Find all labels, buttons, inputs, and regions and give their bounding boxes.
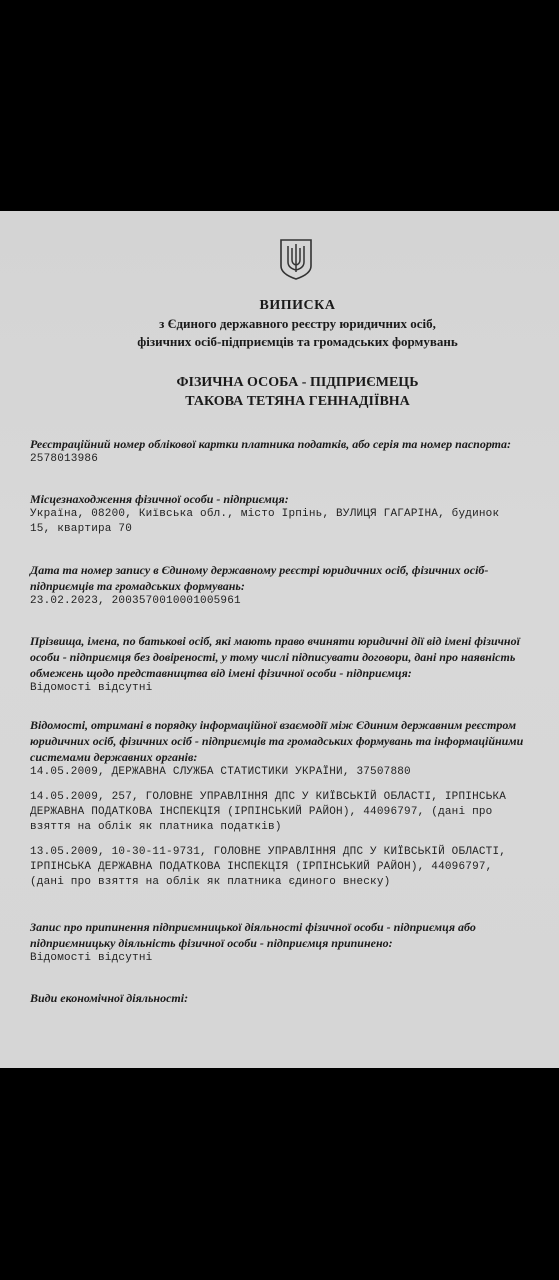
tax-id-value: 2578013986 xyxy=(30,453,99,465)
location-value: Україна, 08200, Київська обл., місто Ірпінь, ВУЛИЦЯ ГАГАРІНА, будинок 15, квартира 70 xyxy=(30,508,500,535)
entity-name: ТАКОВА ТЕТЯНА ГЕННАДІЇВНА xyxy=(185,394,410,409)
representatives-section xyxy=(30,633,559,696)
extract-document xyxy=(0,211,559,1068)
tax-id-label: Реєстраційний номер облікової картки платника податків, або серія та номер паспорта: xyxy=(30,437,512,451)
record-date-label: Дата та номер запису в Єдиному державному реєстрі юридичних осіб, фізичних осіб- підприємців та громадських формувань: xyxy=(30,563,489,593)
location-section xyxy=(30,491,559,537)
info-exchange-entry-3: 13.05.2009, 10-30-11-9731, ГОЛОВНЕ УПРАВЛІННЯ ДПС У КИЇВСЬКІЙ ОБЛАСТІ, ІРПІНСЬКА ДЕРЖАВНА ПОДАТКОВА ІНСПЕКЦІЯ (ІРПІНСЬКИЙ РАЙОН), 44096797, (дані про взяття на облік як платника єдиного внеску) xyxy=(30,846,507,888)
trident-coat-of-arms-icon xyxy=(279,238,313,280)
info-exchange-section xyxy=(30,717,559,890)
record-date-value: 23.02.2023, 2003570010001005961 xyxy=(30,595,241,607)
activities-section xyxy=(30,990,559,1006)
entity-type: ФІЗИЧНА ОСОБА - ПІДПРИЄМЕЦЬ xyxy=(176,375,419,390)
document-subtitle-line1: з Єдиного державного реєстру юридичних осіб, xyxy=(159,316,436,331)
location-label: Місцезнаходження фізичної особи - підприємця: xyxy=(30,492,289,506)
info-exchange-entry-2: 14.05.2009, 257, ГОЛОВНЕ УПРАВЛІННЯ ДПС У КИЇВСЬКІЙ ОБЛАСТІ, ІРПІНСЬКА ДЕРЖАВНА ПОДАТКОВА ІНСПЕКЦІЯ (ІРПІНСЬКИЙ РАЙОН), 44096797, (дані про взяття на облік як платника податків) xyxy=(30,791,507,833)
termination-value: Відомості відсутні xyxy=(30,952,153,964)
document-subtitle-line2: фізичних осіб-підприємців та громадських формувань xyxy=(137,334,458,349)
activities-label: Види економічної діяльності: xyxy=(30,991,189,1005)
termination-section xyxy=(30,919,559,966)
tax-id-section xyxy=(30,436,559,467)
info-exchange-entry-1: 14.05.2009, ДЕРЖАВНА СЛУЖБА СТАТИСТИКИ УКРАЇНИ, 37507880 xyxy=(30,766,411,778)
representatives-value: Відомості відсутні xyxy=(30,682,153,694)
document-title: ВИПИСКА xyxy=(259,298,336,313)
termination-label: Запис про припинення підприємницької діяльності фізичної особи - підприємця або підприємницьку діяльність фізичної особи - підприємця припинено: xyxy=(30,920,476,950)
record-date-section xyxy=(30,562,559,609)
info-exchange-label: Відомості, отримані в порядку інформаційної взаємодії між Єдиним державним реєстром юридичних осіб, фізичних осіб - підприємців та громадських формувань та інформаційними системами державних органів: xyxy=(30,718,524,764)
representatives-label: Прізвища, імена, по батькові осіб, які мають право вчиняти юридичні дії від імені фізичної особи - підприємця без довіреності, у тому числі підписувати договори, дані про наявність обмежень щодо представництва від імені фізичної особи - підприємця: xyxy=(30,634,520,680)
